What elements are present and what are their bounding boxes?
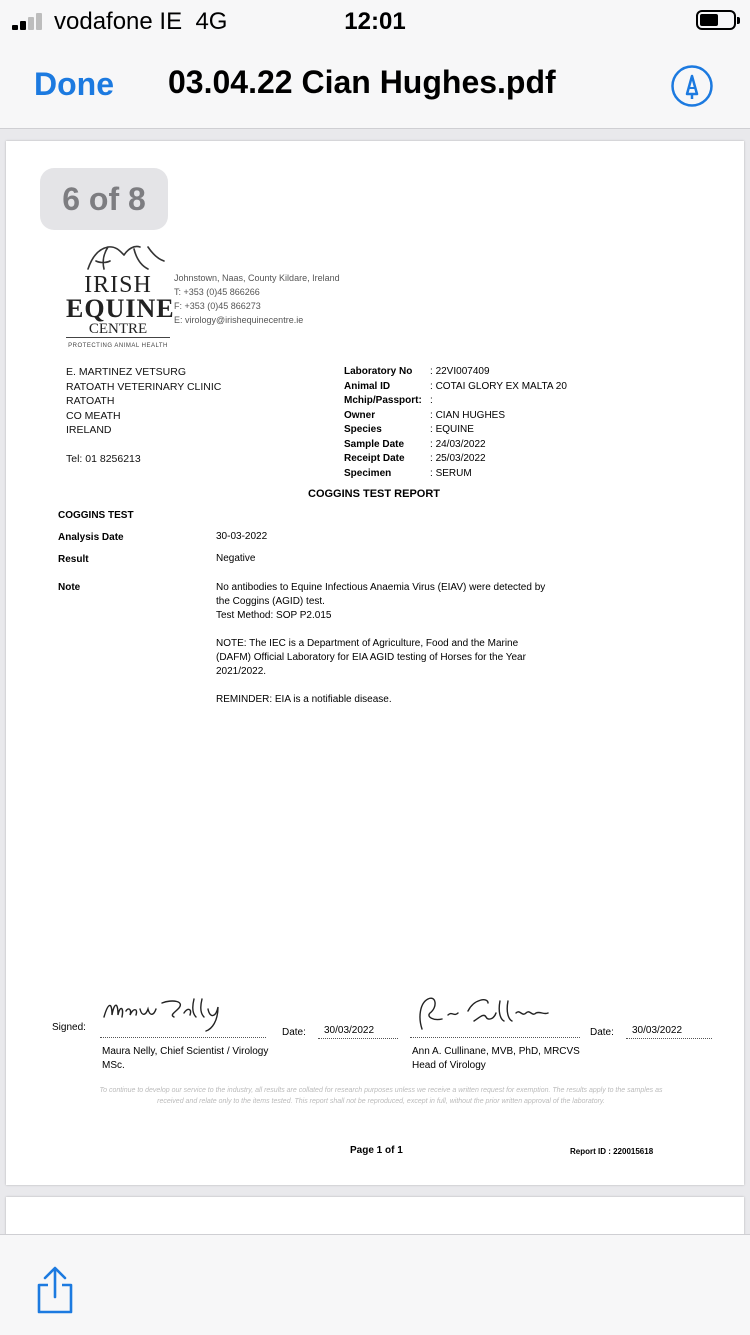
signature-1 <box>100 993 250 1035</box>
pdf-page <box>6 141 744 1185</box>
disclaimer-text: To continue to develop our service to the industry, all results are collated for research purposes unless we receive a written request for exemption. The results apply to the samples as received and relate only to the items tested. This report shall not be reproduced, except in full, without the prior written approval of the laboratory. <box>99 1087 663 1105</box>
analysis-date-label: Analysis Date <box>58 532 124 543</box>
lab-detail-label: Receipt Date <box>344 453 405 464</box>
report-title: COGGINS TEST REPORT <box>308 488 441 500</box>
lab-detail-value: : EQUINE <box>430 423 567 438</box>
network-type: 4G <box>195 8 228 35</box>
note-text <box>216 581 596 721</box>
note-line: Test Method: SOP P2.015 <box>216 610 332 621</box>
lab-detail-label: Mchip/Passport: <box>344 395 422 406</box>
done-button[interactable]: Done <box>34 66 114 102</box>
lab-detail-label: Species <box>344 424 382 435</box>
page-number: Page 1 of 1 <box>350 1145 403 1156</box>
recipient-address <box>66 365 221 467</box>
lab-detail-label: Animal ID <box>344 380 391 392</box>
status-bar <box>0 0 750 44</box>
navigation-bar <box>0 44 750 129</box>
reminder-text: REMINDER: EIA is a notifiable disease. <box>216 694 392 705</box>
signer-1-name: Maura Nelly, Chief Scientist / Virology <box>102 1046 269 1057</box>
lab-detail-labels <box>344 365 422 481</box>
date-line-2 <box>626 1038 712 1039</box>
note-label: Note <box>58 582 81 593</box>
signature-line-1 <box>100 1037 266 1038</box>
signer-1-degree: MSc. <box>102 1060 125 1071</box>
lab-contact <box>174 271 340 327</box>
recipient-country: IRELAND <box>66 424 112 436</box>
analysis-date-value: 30-03-2022 <box>216 531 268 542</box>
signature-2 <box>408 991 578 1035</box>
markup-pen-icon[interactable] <box>670 64 714 108</box>
lab-detail-label: Owner <box>344 409 376 421</box>
signer-2-name: Ann A. Cullinane, MVB, PhD, MRCVS <box>412 1046 580 1057</box>
contact-email: E: virology@irishequinecentre.ie <box>174 315 304 325</box>
lab-detail-value: : SERUM <box>430 467 567 482</box>
recipient-tel: Tel: 01 8256213 <box>66 453 141 465</box>
battery-icon <box>696 10 736 30</box>
sign-date-2: 30/03/2022 <box>632 1025 683 1036</box>
recipient-name: E. MARTINEZ VETSURG <box>66 366 186 378</box>
bottom-toolbar <box>0 1234 750 1335</box>
lab-detail-label: Sample Date <box>344 438 405 450</box>
logo-line3: CENTRE <box>66 321 170 338</box>
logo-line2: EQUINE <box>66 294 175 323</box>
note-line: the Coggins (AGID) test. <box>216 596 325 607</box>
result-value: Negative <box>216 553 256 564</box>
next-pdf-page <box>6 1197 744 1234</box>
lab-detail-value: : 24/03/2022 <box>430 438 567 453</box>
clock: 12:01 <box>344 8 406 35</box>
contact-tel: T: +353 (0)45 866266 <box>174 287 260 297</box>
lab-detail-value: : 25/03/2022 <box>430 452 567 467</box>
lab-detail-value: : COTAI GLORY EX MALTA 20 <box>430 380 567 395</box>
lab-detail-value-empty <box>430 394 567 409</box>
signed-label: Signed: <box>52 1022 86 1033</box>
lab-detail-label: Specimen <box>344 467 392 479</box>
share-icon[interactable] <box>34 1265 76 1315</box>
lab-detail-value: : CIAN HUGHES <box>430 409 567 424</box>
signature-line-2 <box>410 1037 580 1038</box>
section-title: COGGINS TEST <box>58 510 134 521</box>
contact-address: Johnstown, Naas, County Kildare, Ireland <box>174 273 340 283</box>
logo-line1: IRISH <box>84 272 152 298</box>
note-line: 2021/2022. <box>216 666 267 677</box>
date-label-1: Date: <box>282 1027 306 1038</box>
recipient-clinic: RATOATH VETERINARY CLINIC <box>66 380 222 393</box>
date-label-2: Date: <box>590 1027 614 1038</box>
date-line-1 <box>318 1038 398 1039</box>
sign-date-1: 30/03/2022 <box>324 1025 375 1036</box>
irish-equine-centre-logo <box>66 239 176 349</box>
recipient-county: CO MEATH <box>66 409 121 422</box>
document-title: 03.04.22 Cian Hughes.pdf <box>168 64 556 100</box>
horse-logo-icon <box>78 239 168 275</box>
recipient-town: RATOATH <box>66 395 115 407</box>
lab-detail-label: Laboratory No <box>344 366 413 377</box>
page-indicator: 6 of 8 <box>40 168 168 230</box>
report-id: Report ID : 220015618 <box>570 1147 654 1156</box>
result-label: Result <box>58 554 89 565</box>
note-line: (DAFM) Official Laboratory for EIA AGID testing of Horses for the Year <box>216 652 526 663</box>
lab-detail-value: : 22VI007409 <box>430 365 567 380</box>
note-line: No antibodies to Equine Infectious Anaemia Virus (EIAV) were detected by <box>216 582 546 593</box>
logo-tagline: PROTECTING ANIMAL HEALTH <box>68 343 168 349</box>
pdf-viewer[interactable] <box>0 129 750 1234</box>
contact-fax: F: +353 (0)45 866273 <box>174 301 261 311</box>
signer-2-title: Head of Virology <box>412 1060 486 1071</box>
note-line: NOTE: The IEC is a Department of Agriculture, Food and the Marine <box>216 638 519 649</box>
carrier-name: vodafone IE <box>54 8 183 35</box>
lab-detail-values <box>430 365 567 481</box>
